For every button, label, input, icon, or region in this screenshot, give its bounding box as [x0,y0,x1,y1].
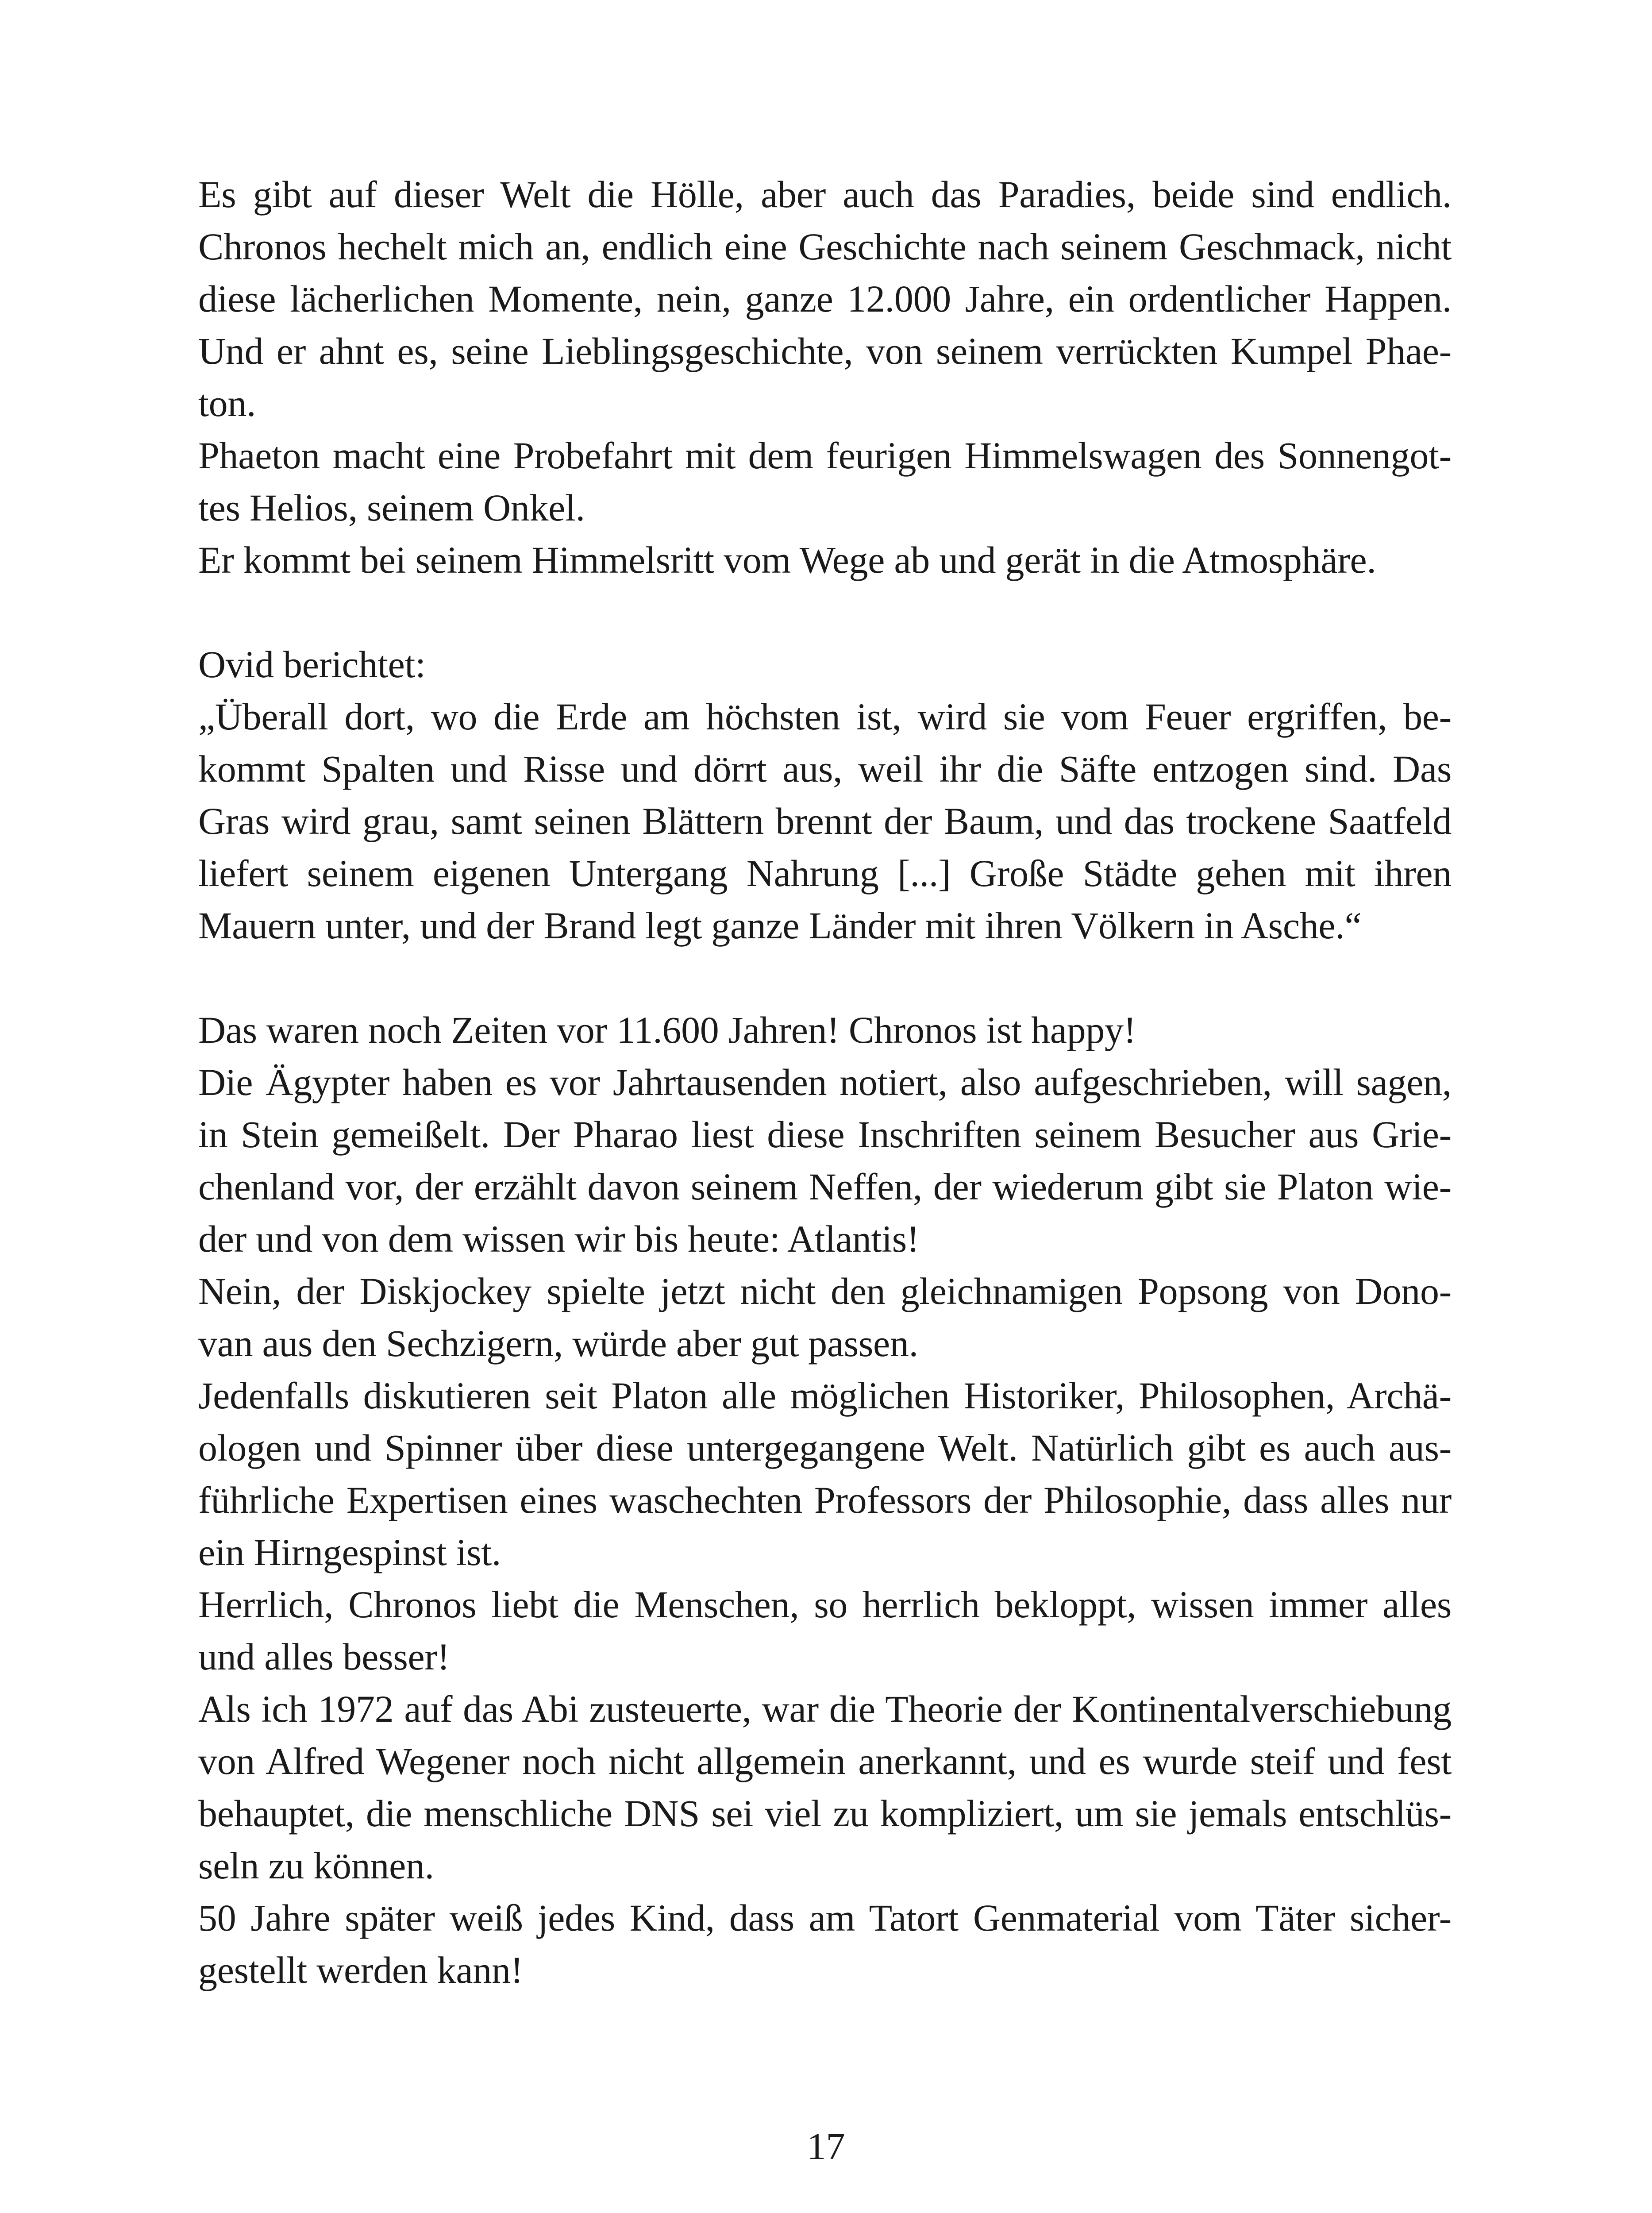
text-line: Die Ägypter haben es vor Jahrtausenden notiert, also aufgeschrieben, will sagen, [198,1061,1452,1103]
text-line: Er kommt bei seinem Himmelsritt vom Wege ab und gerät in die Atmosphäre. [198,539,1376,581]
text-line: diese lächerlichen Momente, nein, ganze 12.000 Jahre, ein ordentlicher Happen. [198,278,1452,320]
text-line: Gras wird grau, samt seinen Blättern brennt der Baum, und das trockene Saatfeld [198,800,1452,842]
text-line: tes Helios, seinem Onkel. [198,486,585,529]
text-line: ein Hirngespinst ist. [198,1531,501,1573]
text-line: der und von dem wissen wir bis heute: Atlantis! [198,1218,920,1260]
text-line: ologen und Spinner über diese untergegangene Welt. Natürlich gibt es auch aus- [198,1426,1452,1469]
text-line: Es gibt auf dieser Welt die Hölle, aber auch das Paradies, beide sind endlich. [198,173,1452,216]
text-line: Jedenfalls diskutieren seit Platon alle möglichen Historiker, Philosophen, Archä- [198,1374,1452,1417]
text-line: Mauern unter, und der Brand legt ganze Länder mit ihren Völkern in Asche.“ [198,904,1362,947]
text-line: führliche Expertisen eines waschechten Professors der Philosophie, dass alles nur [198,1479,1452,1521]
text-line: Und er ahnt es, seine Lieblingsgeschichte, von seinem verrückten Kumpel Phae- [198,330,1452,372]
paragraph-gap [198,952,1452,1004]
paragraph-gap [198,586,1452,638]
page-number: 17 [807,2125,845,2167]
text-line: Als ich 1972 auf das Abi zusteuerte, war die Theorie der Kontinentalverschiebung [198,1688,1452,1730]
text-line: in Stein gemeißelt. Der Pharao liest diese Inschriften seinem Besucher aus Grie- [198,1113,1452,1156]
text-line: kommt Spalten und Risse und dörrt aus, weil ihr die Säfte entzogen sind. Das [198,748,1452,790]
text-line: und alles besser! [198,1635,450,1678]
text-line: 50 Jahre später weiß jedes Kind, dass am Tatort Genmaterial vom Täter sicher- [198,1897,1452,1939]
text-line: „Überall dort, wo die Erde am höchsten ist, wird sie vom Feuer ergriffen, be- [198,695,1452,738]
text-line: chenland vor, der erzählt davon seinem Neffen, der wiederum gibt sie Platon wie- [198,1165,1452,1208]
text-line: seln zu können. [198,1844,434,1887]
text-line: liefert seinem eigenen Untergang Nahrung [...] Große Städte gehen mit ihren [198,852,1452,894]
text-line: gestellt werden kann! [198,1949,523,1991]
text-line: Ovid berichtet: [198,643,426,686]
text-line: Chronos hechelt mich an, endlich eine Geschichte nach seinem Geschmack, nicht [198,225,1452,268]
text-line: Herrlich, Chronos liebt die Menschen, so herrlich bekloppt, wissen immer alles [198,1583,1452,1626]
body-text [198,168,1452,1996]
text-line: Nein, der Diskjockey spielte jetzt nicht den gleichnamigen Popsong von Dono- [198,1270,1452,1312]
text-line: behauptet, die menschliche DNS sei viel zu kompliziert, um sie jemals entschlüs- [198,1792,1452,1835]
text-line: von Alfred Wegener noch nicht allgemein anerkannt, und es wurde steif und fest [198,1740,1452,1782]
text-line: Phaeton macht eine Probefahrt mit dem feurigen Himmelswagen des Sonnengot- [198,434,1452,477]
text-line: ton. [198,382,256,424]
text-line: Das waren noch Zeiten vor 11.600 Jahren! Chronos ist happy! [198,1009,1136,1051]
text-line: van aus den Sechzigern, würde aber gut passen. [198,1322,918,1365]
